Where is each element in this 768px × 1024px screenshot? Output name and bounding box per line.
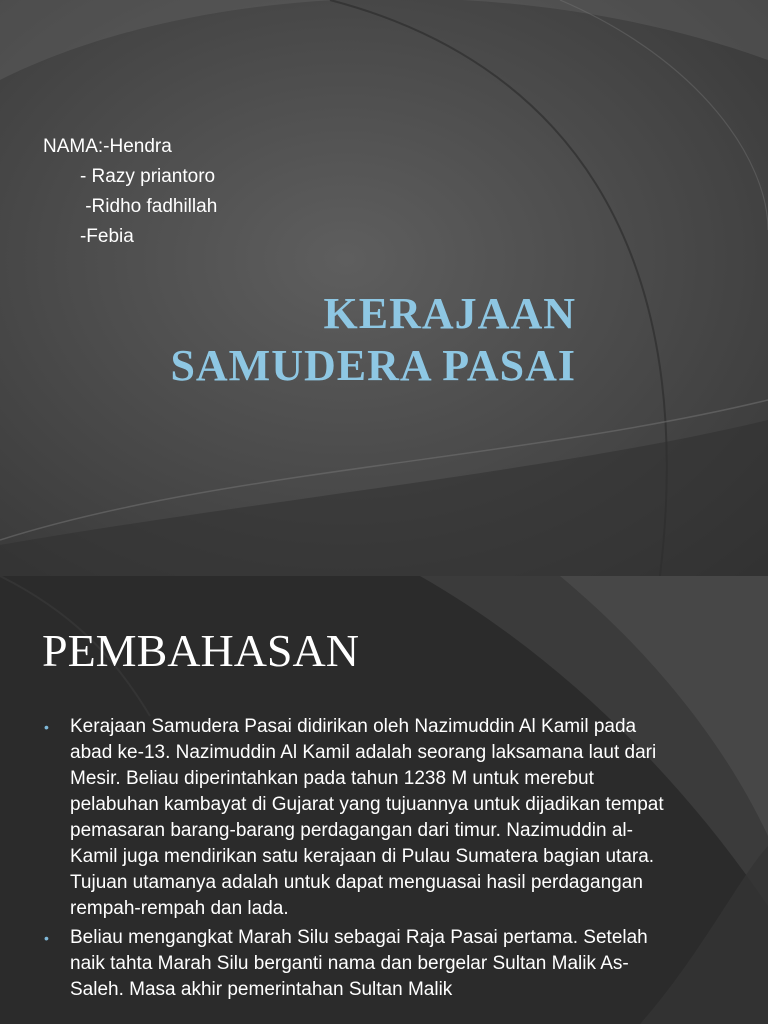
bullet-icon: • xyxy=(44,930,49,946)
author-name-2: - Razy priantoro xyxy=(43,166,216,187)
author-names xyxy=(43,132,217,252)
bullet-text: Beliau mengangkat Marah Silu sebagai Raja Pasai pertama. Setelah naik tahta Marah Silu berganti nama dan bergelar Sultan Malik As-Saleh. Masa akhir pemerintahan Sultan Malik xyxy=(70,927,648,1000)
bullet-text: Kerajaan Samudera Pasai didirikan oleh Nazimuddin Al Kamil pada abad ke-13. Nazimuddin Al Kamil adalah seorang laksamana laut dari Mesir. Beliau diperintahkan pada tahun 1238 M untuk merebut pelabuhan kambayat di Gujarat yang tujuannya untuk dijadikan tempat pemasaran barang-barang perdagangan dari timur. Nazimuddin al-Kamil juga mendirikan satu kerajaan di Pulau Sumatera bagian utara. Tujuan utamanya adalah untuk dapat menguasai hasil perdagangan rempah-rempah dan lada. xyxy=(70,716,664,919)
author-name-3: -Ridho fadhillah xyxy=(43,196,218,217)
author-name-1: NAMA:-Hendra xyxy=(43,136,172,157)
list-item xyxy=(40,714,680,922)
list-item xyxy=(40,925,680,1003)
slide-title-line-2: SAMUDERA PASAI xyxy=(170,341,576,390)
bullet-list xyxy=(40,714,680,1006)
slide-title xyxy=(170,288,576,392)
bullet-icon: • xyxy=(44,719,49,735)
slide-title-line-1: KERAJAAN xyxy=(323,289,576,338)
author-name-4: -Febia xyxy=(43,226,134,247)
section-heading: PEMBAHASAN xyxy=(42,625,359,676)
